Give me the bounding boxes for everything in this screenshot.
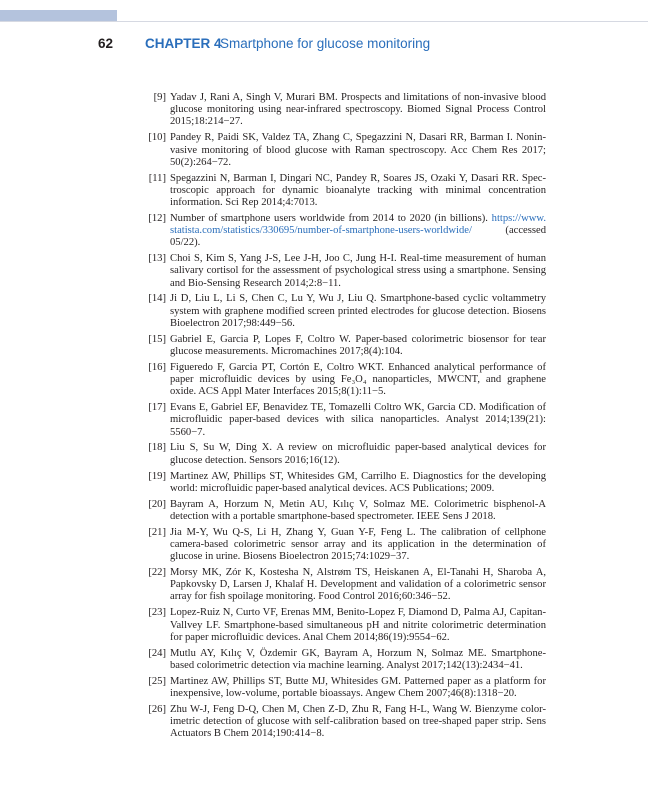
- reference-line: camera-based colorimetric sensor array and its application in the determination of: [170, 538, 546, 550]
- reference-line: Liu S, Su W, Ding X. A review on microfluidic paper-based analytical devices for: [170, 442, 546, 454]
- reference-line: paper microfluidic devices by using Fe₃O₄ nanoparticles, MWCNT, and graphene: [170, 374, 546, 386]
- reference-line: Zhu W-J, Feng D-Q, Chen M, Chen Z-D, Zhu R, Fang H-L, Wang W. Bienzyme color-: [170, 703, 546, 715]
- reference-item: [140, 362, 546, 399]
- reference-number: [16]: [148, 361, 166, 373]
- reference-text: (accessed 05/22).: [170, 225, 546, 249]
- reference-line: oxide. ACS Appl Mater Interfaces 2015;8(1):11−5.: [170, 386, 386, 398]
- reference-item: [140, 527, 546, 564]
- reference-number: [9]: [153, 92, 166, 103]
- reference-line: vasive monitoring of blood glucose with Raman spectroscopy. Acc Chem Res 2017;: [170, 144, 546, 156]
- reference-line: [170, 225, 546, 249]
- reference-line: salivary cortisol for the assessment of psychological stress using a smartphone. Sensing: [170, 265, 546, 277]
- reference-line: glucose measurements. Micromachines 2017;8(4):104.: [170, 345, 403, 357]
- reference-line: 50(2):264−72.: [170, 156, 231, 168]
- reference-line: glucose in urine. Biosens Bioelectron 2015;74:1029−37.: [170, 551, 410, 563]
- reference-item: [140, 402, 546, 439]
- reference-number: [23]: [148, 607, 166, 619]
- reference-line: Spegazzini N, Barman I, Dingari NC, Pandey R, Soares JS, Ozaki Y, Dasari RR. Spec-: [170, 172, 546, 184]
- running-header: [0, 36, 648, 54]
- reference-line: Evans E, Gabriel EF, Benavidez TE, Tomazelli Coltro WK, Garcia CD. Modification of: [170, 402, 546, 414]
- reference-line: imetric detection of glucose with self-calibration based on tree-shaped paper strip. Sens: [170, 716, 546, 728]
- reference-list: [140, 92, 546, 744]
- reference-line: array for fish spoilage monitoring. Food Control 2016;60:346−52.: [170, 591, 451, 603]
- reference-url-link[interactable]: https://www.: [491, 212, 546, 224]
- reference-number: [19]: [148, 470, 166, 482]
- reference-line: Bioelectron 2017;98:449−56.: [170, 317, 295, 329]
- reference-line: Martinez AW, Phillips ST, Butte MJ, Whitesides GM. Patterned paper as a platform for: [170, 675, 546, 687]
- reference-line: Choi S, Kim S, Yang J-S, Lee J-H, Joo C, Jung H-I. Real-time measurement of human: [170, 253, 546, 265]
- reference-line: detection with a portable smartphone-based spectrometer. IEEE Sens J 2018.: [170, 510, 496, 522]
- reference-text: Number of smartphone users worldwide from 2014 to 2020 (in billions).: [170, 212, 492, 224]
- reference-line: Bayram A, Horzum N, Metin AU, Kılıç V, Solmaz ME. Colorimetric bisphenol-A: [170, 498, 546, 510]
- reference-line: Pandey R, Paidi SK, Valdez TA, Zhang C, Spegazzini N, Dasari RR, Barman I. Nonin-: [170, 132, 546, 144]
- reference-line: troscopic approach for dynamic bioanalyte tracking with minimal concentration: [170, 184, 546, 196]
- reference-line: [170, 213, 546, 225]
- reference-line: 5560−7.: [170, 426, 206, 438]
- reference-item: [140, 607, 546, 644]
- chapter-title: Smartphone for glucose monitoring: [220, 36, 431, 51]
- reference-line: Ji D, Liu L, Li S, Chen C, Lu Y, Wu J, Liu Q. Smartphone-based cyclic voltammetry: [170, 293, 546, 305]
- reference-line: 2015;18:214−27.: [170, 116, 243, 128]
- reference-line: Figueredo F, Garcia PT, Cortón E, Coltro WKT. Enhanced analytical performance of: [170, 361, 546, 373]
- reference-item: [140, 293, 546, 330]
- reference-item: [140, 499, 546, 523]
- reference-line: Martinez AW, Phillips ST, Whitesides GM, Carrilho E. Diagnostics for the developing: [170, 470, 546, 482]
- reference-number: [13]: [148, 253, 166, 265]
- reference-number: [11]: [148, 172, 166, 184]
- reference-number: [25]: [148, 675, 166, 687]
- page-number: 62: [98, 36, 114, 51]
- reference-item: [140, 334, 546, 358]
- reference-item: [140, 92, 546, 129]
- reference-number: [12]: [148, 212, 166, 224]
- reference-number: [21]: [148, 526, 166, 538]
- reference-item: [140, 173, 546, 210]
- reference-item: [140, 253, 546, 290]
- reference-line: system with graphene modified screen printed electrodes for glucose detection. Biosens: [170, 305, 546, 317]
- reference-number: [24]: [148, 647, 166, 659]
- reference-line: Gabriel E, Garcia P, Lopes F, Coltro W. Paper-based colorimetric biosensor for tear: [170, 333, 546, 345]
- reference-line: Yadav J, Rani A, Singh V, Murari BM. Prospects and limitations of non-invasive blood: [170, 92, 546, 103]
- reference-line: Lopez-Ruiz N, Curto VF, Erenas MM, Benito-Lopez F, Diamond D, Palma AJ, Capitan-: [170, 607, 546, 619]
- reference-number: [22]: [148, 567, 166, 579]
- reference-line: Papkovsky D, Larsen J, Khalaf H. Development and validation of a colorimetric sensor: [170, 579, 546, 591]
- reference-line: Actuators B Chem 2014;190:414−8.: [170, 728, 325, 740]
- reference-number: [20]: [148, 498, 166, 510]
- reference-line: inexpensive, low-volume, portable bioassays. Angew Chem 2007;46(8):1318−20.: [170, 687, 517, 699]
- reference-item: [140, 442, 546, 466]
- reference-item: [140, 567, 546, 604]
- reference-line: and Bio-Sensing Research 2014;2:8−11.: [170, 277, 341, 289]
- reference-line: Morsy MK, Zór K, Kostesha N, Alstrøm TS, Heiskanen A, El-Tanahi H, Sharoba A,: [170, 567, 546, 579]
- reference-number: [10]: [148, 132, 166, 144]
- header-rule: [0, 21, 648, 22]
- reference-number: [26]: [148, 703, 166, 715]
- reference-url-link[interactable]: statista.com/statistics/330695/number-of-smartphone-users-worldwide/: [170, 225, 472, 237]
- reference-line: Vallvey LF. Smartphone-based simultaneous pH and nitrite colorimetric determination: [170, 619, 546, 631]
- reference-item: [140, 704, 546, 741]
- reference-number: [15]: [148, 333, 166, 345]
- reference-line: glucose detection. Sensors 2016;16(12).: [170, 454, 340, 466]
- reference-line: Mutlu AY, Kılıç V, Özdemir GK, Bayram A, Horzum N, Solmaz ME. Smartphone-: [170, 647, 546, 659]
- reference-number: [17]: [148, 402, 166, 414]
- reference-number: [18]: [148, 442, 166, 454]
- reference-item: [140, 648, 546, 672]
- reference-line: for paper microfluidic devices. Anal Chem 2014;86(19):9554−62.: [170, 631, 450, 643]
- reference-line: glucose monitoring using near-infrared spectroscopy. Biomed Signal Process Control: [170, 104, 546, 116]
- reference-item: [140, 132, 546, 169]
- reference-item: [140, 213, 546, 250]
- reference-line: world: microfluidic paper-based analytical devices. ACS Publications; 2009.: [170, 482, 495, 494]
- header-accent-bar: [0, 10, 117, 21]
- reference-item: [140, 471, 546, 495]
- reference-number: [14]: [148, 293, 166, 305]
- reference-line: Jia M-Y, Wu Q-S, Li H, Zhang Y, Guan Y-F, Feng L. The calibration of cellphone: [170, 526, 546, 538]
- reference-item: [140, 676, 546, 700]
- reference-line: based colorimetric detection via machine learning. Analyst 2017;142(13):2434−41.: [170, 659, 523, 671]
- chapter-label: CHAPTER 4: [145, 36, 222, 51]
- reference-line: microfluidic paper-based devices with silica nanoparticles. Analyst 2014;139(21):: [170, 414, 546, 426]
- reference-line: information. Sci Rep 2014;4:7013.: [170, 197, 318, 208]
